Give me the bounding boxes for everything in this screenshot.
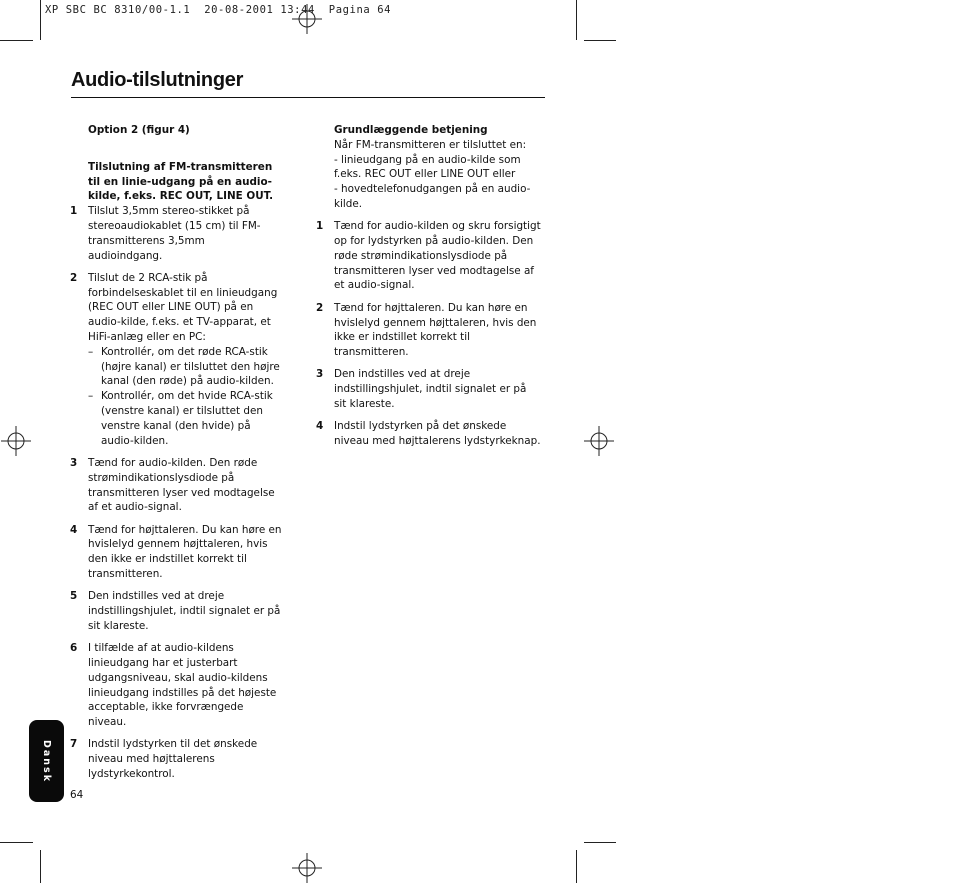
step-text: Indstil lydstyrken til det ønskede niveau med højttalerens lydstyrkekontrol.	[88, 738, 258, 781]
crop-mark	[576, 850, 577, 883]
step-text: Indstil lydstyrken på det ønskede niveau med højttalerens lydstyrkeknap.	[334, 420, 541, 448]
list-item	[316, 301, 542, 360]
list-item	[70, 641, 282, 730]
title-rule	[71, 97, 545, 98]
step-number: 4	[316, 420, 324, 433]
page-title: Audio-tilslutninger	[71, 69, 244, 91]
step-number: 1	[316, 220, 324, 233]
list-item	[70, 737, 282, 781]
list-item	[316, 367, 542, 411]
step-text: Tænd for højttaleren. Du kan høre en hvislelyd gennem højttaleren, hvis den ikke er indstillet korrekt til transmitteren.	[88, 523, 282, 581]
step-number: 5	[70, 590, 78, 603]
step-text: Tilslut 3,5mm stereo-stikket på stereoaudiokablet (15 cm) til FM-transmitterens 3,5mm audioindgang.	[88, 205, 261, 262]
language-tab-label: Dansk	[41, 739, 53, 783]
dash: –	[88, 390, 94, 403]
step-text: Den indstilles ved at dreje indstillingshjulet, indtil signalet er på sit klareste.	[334, 368, 527, 411]
registration-mark-icon	[584, 426, 614, 456]
step-number: 3	[70, 456, 78, 469]
crop-mark	[40, 0, 41, 40]
crop-mark	[0, 40, 33, 41]
list-item	[70, 589, 282, 633]
option-heading: Option 2 (figur 4)	[88, 124, 190, 136]
step-number: 2	[70, 271, 78, 284]
right-column	[316, 123, 542, 456]
list-item	[316, 219, 542, 293]
sub-item	[88, 345, 282, 389]
list-item	[70, 204, 282, 263]
dash: –	[88, 345, 94, 358]
step-number: 6	[70, 642, 78, 655]
step-number: 7	[70, 738, 78, 751]
sub-item	[88, 389, 282, 448]
registration-mark-icon	[292, 853, 322, 883]
step-number: 4	[70, 523, 78, 536]
section-subheading: Tilslutning af FM-transmitteren til en linie-udgang på en audio-kilde, f.eks. REC OUT, LINE OUT.	[88, 160, 274, 203]
intro-line: Når FM-transmitteren er tilsluttet en:	[334, 138, 527, 151]
registration-mark-icon	[292, 4, 322, 34]
list-item	[70, 456, 282, 515]
list-item	[70, 271, 282, 449]
step-number: 3	[316, 368, 324, 381]
crop-mark	[0, 842, 33, 843]
intro-line: - hovedtelefonudgangen på en audio-kilde.	[334, 183, 531, 210]
step-text: Tænd for audio-kilden. Den røde strømindikationslysdiode på transmitteren lyser ved modtagelse af et audio-signal.	[88, 456, 275, 514]
print-slug: XP SBC BC 8310/00-1.1 20-08-2001 13:44 Pagina 64	[45, 4, 392, 16]
step-text: Tilslut de 2 RCA-stik på forbindelseskablet til en linieudgang (REC OUT eller LINE OUT) på en audio-kilde, f.eks. et TV-apparat, et HiFi-anlæg eller en PC:	[88, 271, 278, 344]
list-item	[316, 419, 542, 449]
crop-mark	[584, 40, 616, 41]
list-item	[70, 523, 282, 582]
sub-item-text: Kontrollér, om det røde RCA-stik (højre kanal) er tilsluttet den højre kanal (den røde) på audio-kilden.	[101, 345, 280, 388]
crop-mark	[584, 842, 616, 843]
language-tab	[29, 720, 64, 802]
step-text: I tilfælde af at audio-kildens linieudgang har et justerbart udgangsniveau, skal audio-kildens linieudgang indstilles på det højeste acceptable, ikke forvrængede niveau.	[88, 642, 277, 729]
page-number: 64	[70, 789, 84, 801]
step-number: 2	[316, 301, 324, 314]
section-heading: Grundlæggende betjening	[334, 124, 488, 136]
step-text: Den indstilles ved at dreje indstillingshjulet, indtil signalet er på sit klareste.	[88, 590, 281, 632]
step-number: 1	[70, 205, 78, 218]
crop-mark	[576, 0, 577, 40]
left-column	[70, 123, 282, 789]
step-text: Tænd for audio-kilden og skru forsigtigt op for lydstyrken på audio-kilden. Den røde strømindikationslysdiode på transmitteren lyser ved modtagelse af et audio-signal.	[334, 220, 541, 292]
registration-mark-icon	[1, 426, 31, 456]
step-text: Tænd for højttaleren. Du kan høre en hvislelyd gennem højttaleren, hvis den ikke er indstillet korrekt til transmitteren.	[334, 301, 537, 359]
sub-item-text: Kontrollér, om det hvide RCA-stik (venstre kanal) er tilsluttet den venstre kanal (den hvide) på audio-kilden.	[101, 390, 273, 447]
intro-line: - linieudgang på en audio-kilde som f.eks. REC OUT eller LINE OUT eller	[334, 153, 521, 181]
crop-mark	[40, 850, 41, 883]
